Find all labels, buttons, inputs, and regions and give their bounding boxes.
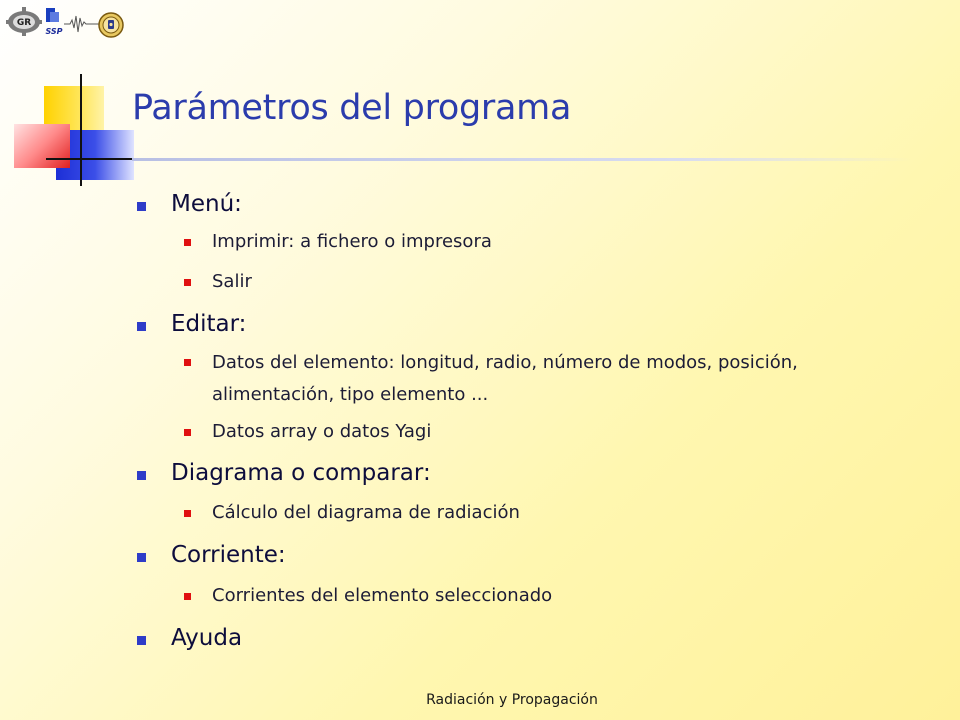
square-bullet-icon bbox=[137, 322, 146, 331]
list-item-ayuda bbox=[134, 622, 934, 654]
university-seal-icon bbox=[98, 12, 124, 38]
sub-item-label: Cálculo del diagrama de radiación bbox=[212, 502, 520, 523]
slide-title: Parámetros del programa bbox=[132, 88, 572, 128]
square-bullet-icon bbox=[184, 510, 191, 517]
header-logos bbox=[6, 4, 126, 44]
list-item-label: Corriente: bbox=[171, 542, 286, 568]
square-bullet-icon bbox=[137, 636, 146, 645]
sub-item bbox=[171, 417, 934, 447]
sub-item-label: Datos array o datos Yagi bbox=[212, 421, 432, 442]
sub-item-label: Corrientes del elemento seleccionado bbox=[212, 585, 553, 606]
sub-item bbox=[171, 498, 934, 528]
list-item-label: Menú: bbox=[171, 191, 242, 217]
list-item-menu bbox=[134, 188, 934, 220]
square-bullet-icon bbox=[184, 593, 191, 600]
sub-item-label: Datos del elemento: longitud, radio, número de modos, posición, alimentación, tipo elemento ... bbox=[212, 352, 798, 405]
sub-item bbox=[171, 581, 934, 611]
square-bullet-icon bbox=[184, 429, 191, 436]
sub-item bbox=[171, 227, 934, 257]
list-item-label: Ayuda bbox=[171, 625, 243, 651]
square-bullet-icon bbox=[137, 471, 146, 480]
list-item-label: Diagrama o comparar: bbox=[171, 460, 431, 486]
list-item-corriente bbox=[134, 539, 934, 571]
list-item-editar bbox=[134, 308, 934, 340]
decorative-vertical-line bbox=[80, 74, 82, 186]
bullet-list bbox=[134, 188, 934, 654]
decorative-red-square bbox=[14, 124, 70, 168]
list-item-diagrama bbox=[134, 457, 934, 489]
signal-wave-icon bbox=[64, 12, 102, 36]
gr-text: GR bbox=[16, 18, 32, 28]
ssp-logo-icon bbox=[44, 8, 64, 38]
sub-item bbox=[171, 267, 934, 297]
square-bullet-icon bbox=[184, 279, 191, 286]
title-underline bbox=[132, 158, 912, 161]
ssp-text: SSP bbox=[45, 27, 63, 36]
square-bullet-icon bbox=[184, 359, 191, 366]
decorative-horizontal-line bbox=[46, 158, 142, 160]
square-bullet-icon bbox=[137, 553, 146, 562]
square-bullet-icon bbox=[137, 202, 146, 211]
list-item-label: Editar: bbox=[171, 311, 247, 337]
square-bullet-icon bbox=[184, 239, 191, 246]
sub-item-label: Salir bbox=[212, 271, 252, 292]
slide-footer: Radiación y Propagación bbox=[426, 692, 598, 708]
sub-item bbox=[171, 347, 872, 411]
sub-item-label: Imprimir: a fichero o impresora bbox=[212, 231, 492, 252]
gr-gear-logo-icon bbox=[6, 6, 42, 36]
